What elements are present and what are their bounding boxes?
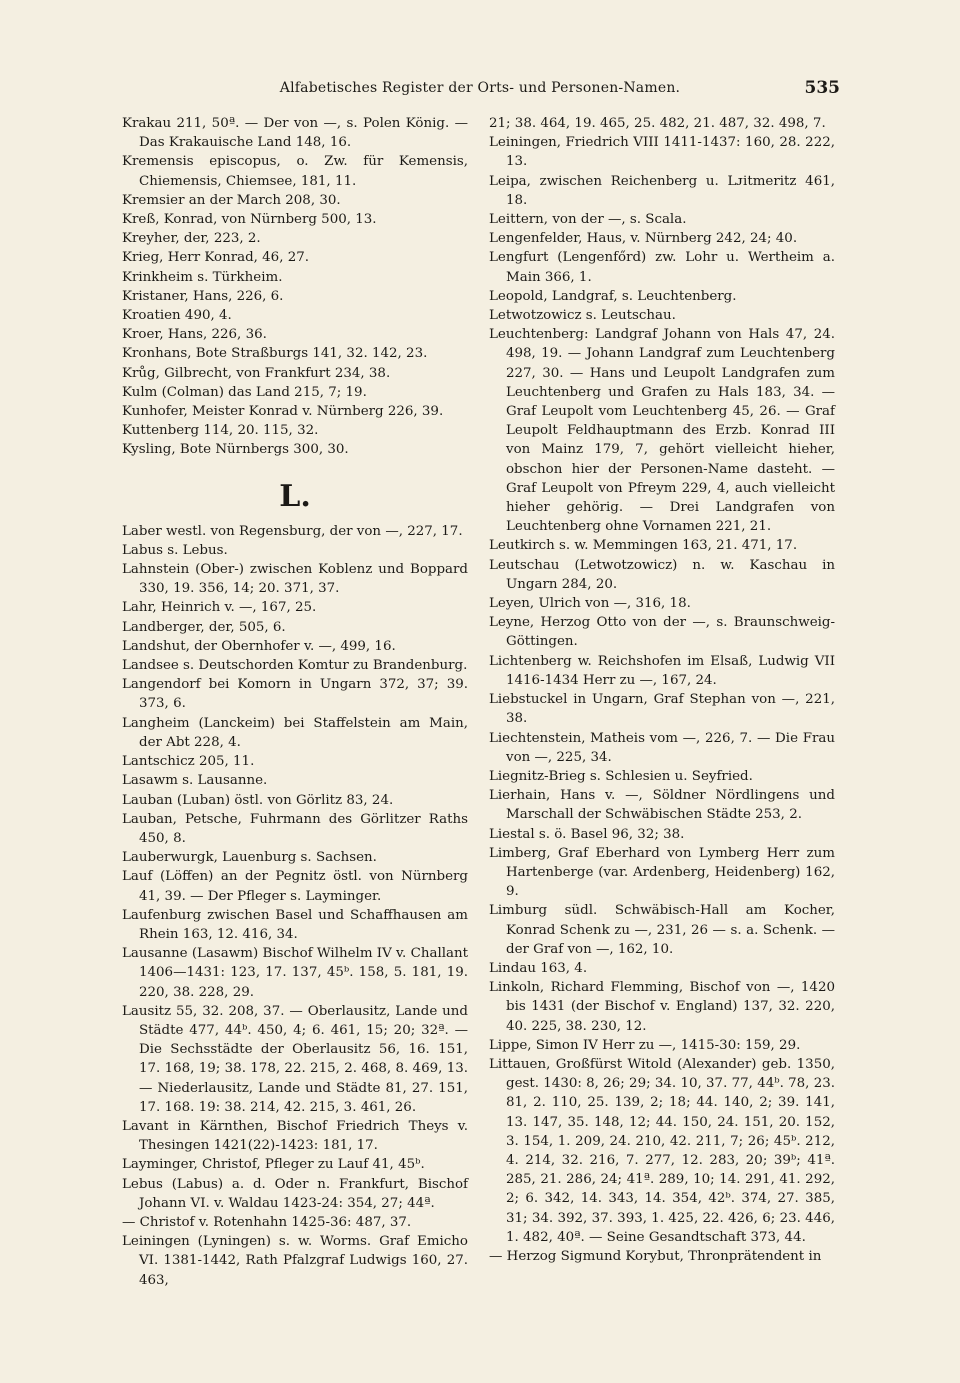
index-entry: Littauen, Großfürst Witold (Alexander) geb. 1350, gest. 1430: 8, 26; 29; 34. 10, 37. 77, 44ᵇ. 78, 23. 81, 2. 110, 25. 139, 2; 18; 44. 140, 2; 39. 141, 13. 147, 35. 148, 12; 44. 150, 24. 151, 20. 152, 3. 154, 1. 209, 24. 210, 42. 211, 7; 26; 45ᵇ. 212, 4. 214, 32. 216, 7. 277, 12. 283, 20; 39ᵇ; 41ª. 285, 21. 286, 24; 41ª. 289, 10; 14. 291, 41. 292, 2; 6. 342, 14. 343, 14. 354, 42ᵇ. 374, 27. 385, 31; 34. 392, 37. 393, 1. 425, 22. 426, 6; 23. 446, 1. 482, 40ª. — Seine Gesandtschaft 373, 44. bbox=[489, 1056, 835, 1245]
index-entry: Lasawm s. Lausanne. bbox=[122, 773, 268, 789]
index-entry: Kulm (Colman) das Land 215, 7; 19. bbox=[122, 384, 367, 400]
index-entry: Kreß, Konrad, von Nürnberg 500, 13. bbox=[122, 212, 377, 228]
index-entry: Lavant in Kärnthen, Bischof Friedrich Theys v. Thesingen 1421(22)-1423: 181, 17. bbox=[122, 1118, 468, 1154]
index-entry: Leyen, Ulrich von —, 316, 18. bbox=[489, 596, 691, 612]
index-entry: Kysling, Bote Nürnbergs 300, 30. bbox=[122, 442, 349, 458]
index-entry: Laber westl. von Regensburg, der von —, 227, 17. bbox=[122, 523, 463, 539]
index-entry: Landberger, der, 505, 6. bbox=[122, 619, 286, 635]
index-entry: Lauberwurgk, Lauenburg s. Sachsen. bbox=[122, 850, 377, 866]
index-entry: Lauban, Petsche, Fuhrmann des Görlitzer Raths 450, 8. bbox=[122, 811, 468, 846]
index-entry: Kunhofer, Meister Konrad v. Nürnberg 226, 39. bbox=[122, 404, 444, 420]
index-entry: Limburg südl. Schwäbisch-Hall am Kocher, Konrad Schenk zu —, 231, 26 — s. a. Schenk. — der Graf von —, 162, 10. bbox=[489, 903, 835, 957]
index-entry: Lauban (Luban) östl. von Görlitz 83, 24. bbox=[122, 792, 394, 808]
index-entry: Lausanne (Lasawm) Bischof Wilhelm IV v. Challant 1406—1431: 123, 17. 137, 45ᵇ. 158, 5. 181, 19. 220, 38. 228, 29. bbox=[122, 946, 468, 1000]
index-entry: Liebstuckel in Ungarn, Graf Stephan von —, 221, 38. bbox=[489, 692, 835, 727]
page-number: 535 bbox=[804, 78, 840, 98]
index-entry: Lahr, Heinrich v. —, 167, 25. bbox=[122, 600, 317, 616]
running-title: Alfabetisches Register der Orts- und Personen-Namen. bbox=[279, 80, 681, 96]
index-entry: Lengenfelder, Haus, v. Nürnberg 242, 24; 40. bbox=[489, 231, 798, 247]
index-entry: Krůg, Gilbrecht, von Frankfurt 234, 38. bbox=[122, 365, 391, 381]
index-entry: Leiningen (Lyningen) s. w. Worms. Graf Emicho VI. 1381-1442, Rath Pfalzgraf Ludwigs 160, 27. 463, bbox=[122, 1234, 468, 1288]
index-entry: Leiningen, Friedrich VIII 1411-1437: 160, 28. 222, 13. bbox=[489, 135, 835, 170]
index-entry: Lantschicz 205, 11. bbox=[122, 754, 255, 770]
index-entry: Leutkirch s. w. Memmingen 163, 21. 471, 17. bbox=[489, 538, 798, 554]
index-entry: Kremensis episcopus, o. Zw. für Kemensis, Chiemensis, Chiemsee, 181, 11. bbox=[122, 154, 468, 189]
index-entry: Labus s. Lebus. bbox=[122, 542, 228, 558]
index-entry: Leuchtenberg: Landgraf Johann von Hals 47, 24. 498, 19. — Johann Landgraf zum Leuchtenberg 227, 30. — Hans und Leupolt Landgrafen zum Leuchtenberg und Grafen zu Hals 183, 34. — Graf Leupolt vom Leuchtenberg 45, 26. — Graf Leupolt Feldhauptmann des Erzb. Konrad III von Mainz 179, 7, gehört vielleicht hieher, obschon hier der Personen-Name dasteht. — Graf Leupolt von Pfreym 229, 4, auch vielleicht hieher gehörig. — Drei Landgrafen von Leuchtenberg ohne Vornamen 221, 21. bbox=[489, 327, 835, 535]
index-entry: Liechtenstein, Matheis vom —, 226, 7. — Die Frau von —, 225, 34. bbox=[489, 730, 835, 765]
index-entry: Kremsier an der March 208, 30. bbox=[122, 192, 341, 208]
index-entry: Lengfurt (Lengenfőrd) zw. Lohr u. Wertheim a. Main 366, 1. bbox=[489, 250, 835, 285]
index-entry: Laufenburg zwischen Basel und Schaffhausen am Rhein 163, 12. 416, 34. bbox=[122, 907, 468, 942]
index-entry: Landsee s. Deutschorden Komtur zu Brandenburg. bbox=[122, 658, 468, 674]
index-entry: Lauf (Löffen) an der Pegnitz östl. von Nürnberg 41, 39. — Der Pfleger s. Layminger. bbox=[122, 869, 468, 904]
index-entry: Krieg, Herr Konrad, 46, 27. bbox=[122, 250, 310, 266]
index-entry: Kronhans, Bote Straßburgs 141, 32. 142, 23. bbox=[122, 346, 428, 362]
index-entry: Krinkheim s. Türkheim. bbox=[122, 269, 283, 285]
index-entry: — Herzog Sigmund Korybut, Thronprätendent in bbox=[489, 1248, 822, 1264]
index-entry: Lippe, Simon IV Herr zu —, 1415-30: 159, 29. bbox=[489, 1037, 801, 1053]
index-entry: Lierhain, Hans v. —, Söldner Nördlingens und Marschall der Schwäbischen Städte 253, 2. bbox=[489, 788, 835, 823]
index-entry: 21; 38. 464, 19. 465, 25. 482, 21. 487, 32. 498, 7. bbox=[489, 116, 826, 131]
index-entry: Langheim (Lanckeim) bei Staffelstein am Main, der Abt 228, 4. bbox=[122, 715, 468, 750]
index-entry: Limberg, Graf Eberhard von Lymberg Herr zum Hartenberge (var. Ardenberg, Heidenberg) 162, 9. bbox=[489, 845, 835, 900]
index-entry: Lichtenberg w. Reichshofen im Elsaß, Ludwig VII 1416-1434 Herr zu —, 167, 24. bbox=[489, 653, 835, 688]
index-entry: Leipa, zwischen Reichenberg u. Lᴊitmeritz 461, 18. bbox=[489, 173, 835, 208]
index-entry: Leutschau (Letwotzowicz) n. w. Kaschau in Ungarn 284, 20. bbox=[489, 557, 835, 592]
index-entry: Leittern, von der —, s. Scala. bbox=[489, 212, 687, 228]
right-column bbox=[489, 114, 835, 1266]
index-entry: Lindau 163, 4. bbox=[489, 960, 588, 976]
section-letter-heading: L. bbox=[279, 478, 311, 514]
index-entry: Lausitz 55, 32. 208, 37. — Oberlausitz, Lande und Städte 477, 44ᵇ. 450, 4; 6. 461, 15; 20; 32ª. — Die Sechsstädte der Oberlausitz 56, 16. 151, 17. 168, 19; 38. 178, 22. 215, 2. 468, 8. 469, 13. — Niederlausitz, Lande und Städte 81, 27. 151, 17. 168. 19: 38. 214, 42. 215, 3. 461, 26. bbox=[122, 1003, 468, 1115]
index-entry: Langendorf bei Komorn in Ungarn 372, 37; 39. 373, 6. bbox=[122, 677, 468, 712]
index-entry: Layminger, Christof, Pfleger zu Lauf 41, 45ᵇ. bbox=[122, 1157, 425, 1173]
index-entry: Letwotzowicz s. Leutschau. bbox=[489, 308, 676, 324]
index-entry: Kreyher, der, 223, 2. bbox=[122, 231, 261, 247]
index-entry: Kuttenberg 114, 20. 115, 32. bbox=[122, 423, 319, 439]
index-entry: Linkoln, Richard Flemming, Bischof von —, 1420 bis 1431 (der Bischof v. England) 137, 32. 220, 40. 225, 38. 230, 12. bbox=[489, 980, 835, 1034]
page-header bbox=[120, 78, 840, 102]
left-column bbox=[122, 114, 468, 1290]
index-entry: Kroer, Hans, 226, 36. bbox=[122, 327, 267, 343]
index-entry: Krakau 211, 50ª. — Der von —, s. Polen König. — Das Krakauische Land 148, 16. bbox=[122, 116, 468, 151]
index-entry: Liestal s. ö. Basel 96, 32; 38. bbox=[489, 826, 685, 842]
index-entry: Landshut, der Obernhofer v. —, 499, 16. bbox=[122, 638, 396, 654]
index-entry: Kroatien 490, 4. bbox=[122, 308, 232, 324]
index-entry: Kristaner, Hans, 226, 6. bbox=[122, 288, 284, 304]
index-entry: Liegnitz-Brieg s. Schlesien u. Seyfried. bbox=[489, 768, 753, 784]
index-entry: Lahnstein (Ober-) zwischen Koblenz und Boppard 330, 19. 356, 14; 20. 371, 37. bbox=[122, 562, 468, 597]
index-entry: Lebus (Labus) a. d. Oder n. Frankfurt, Bischof Johann VI. v. Waldau 1423-24: 354, 27; 44ª. bbox=[122, 1176, 468, 1211]
index-entry: — Christof v. Rotenhahn 1425-36: 487, 37. bbox=[122, 1214, 412, 1230]
index-entry: Leopold, Landgraf, s. Leuchtenberg. bbox=[489, 288, 737, 304]
index-entry: Leyne, Herzog Otto von der —, s. Braunschweig-Göttingen. bbox=[489, 615, 835, 650]
